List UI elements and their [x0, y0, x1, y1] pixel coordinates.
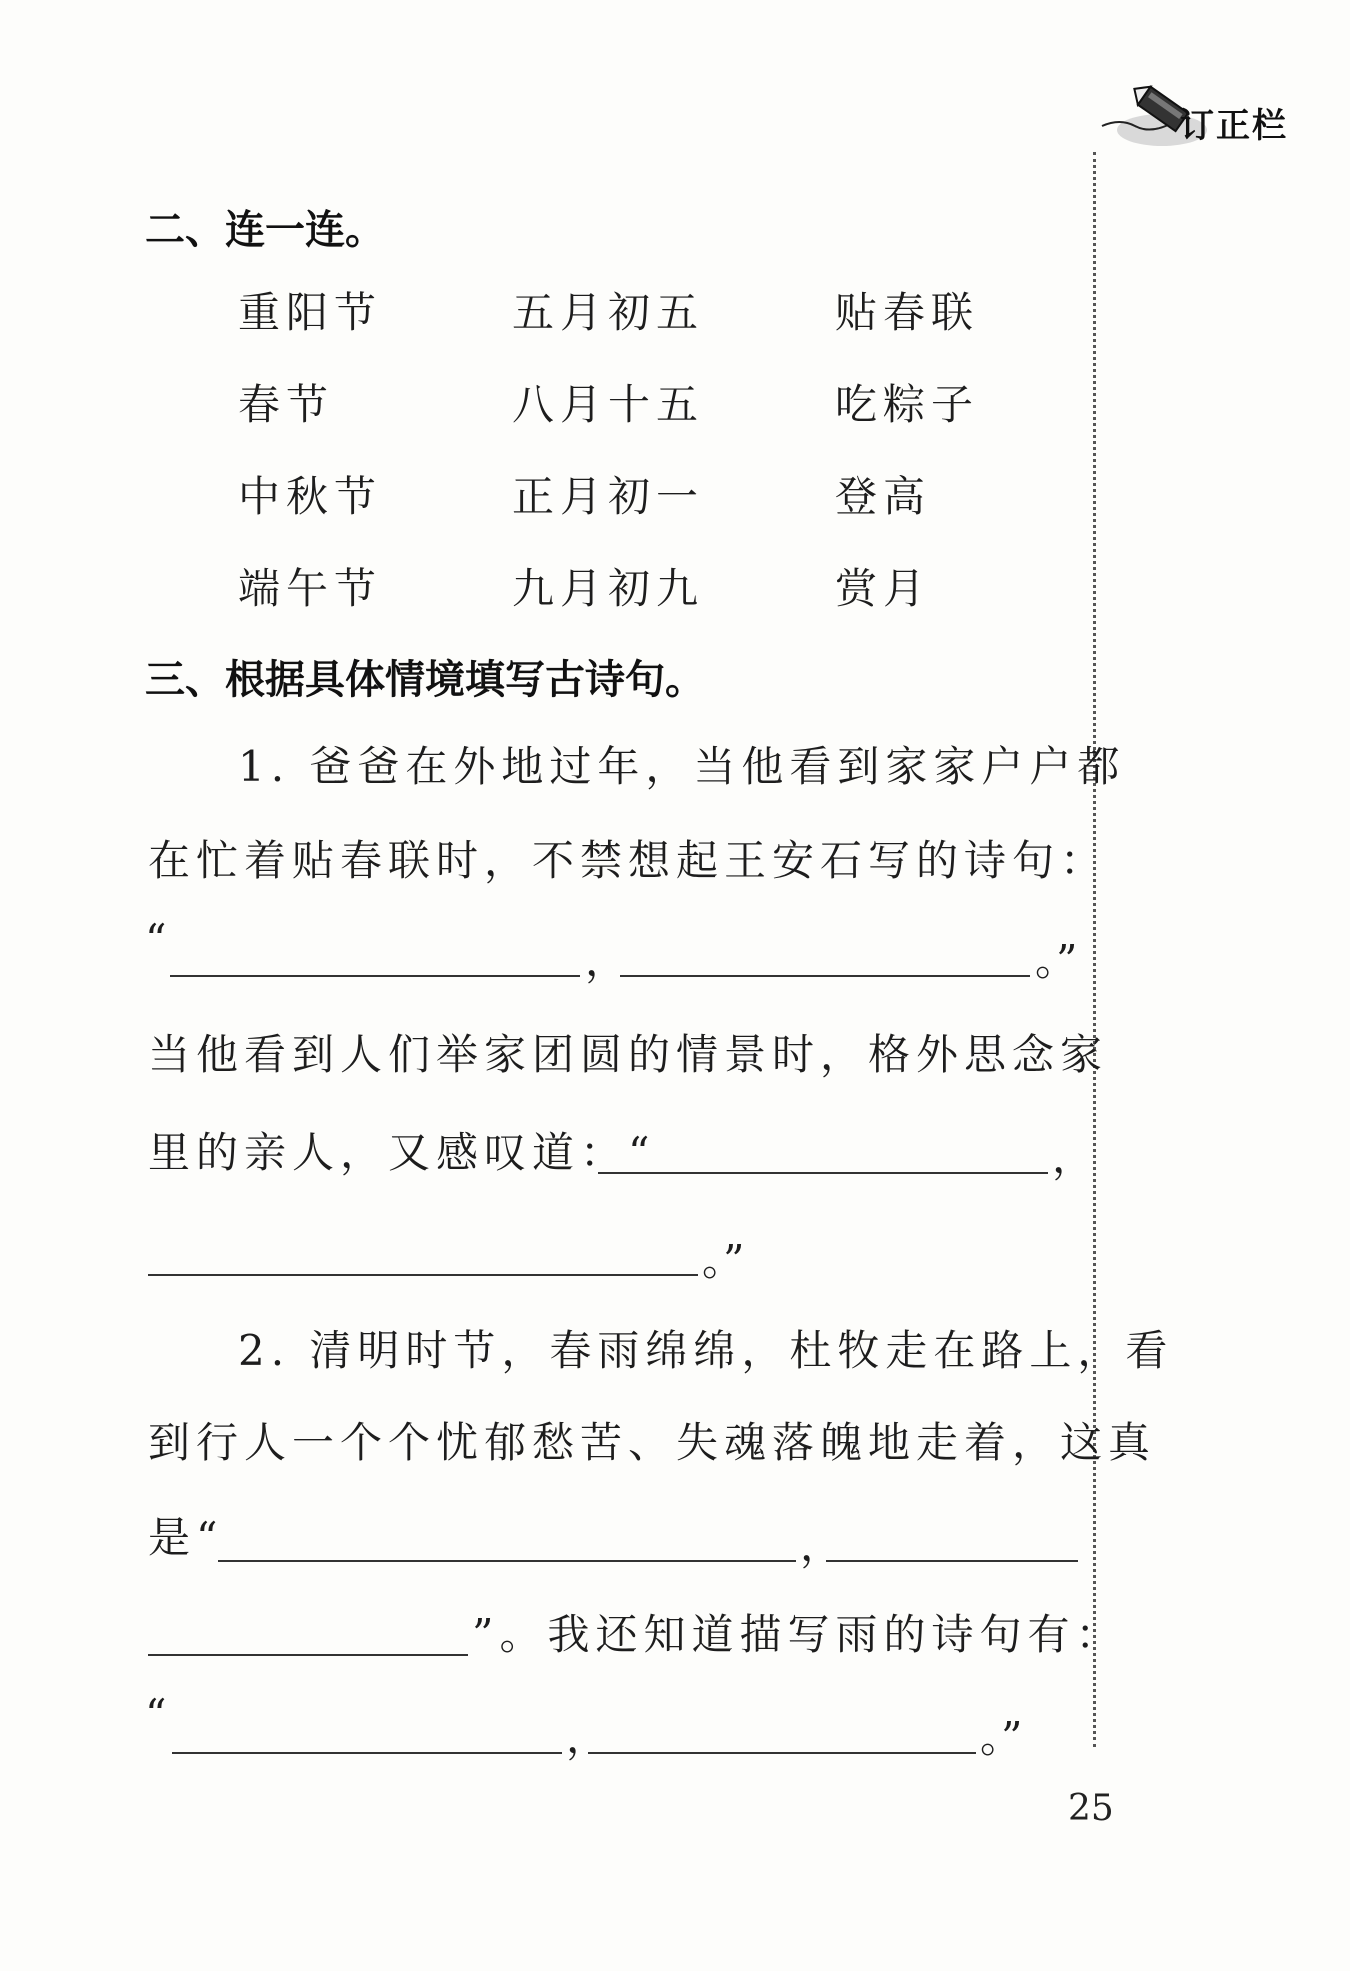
open-quote: “ [145, 1690, 167, 1739]
comma: ， [566, 1713, 609, 1762]
q2-line-3-prefix: 是“ [148, 1513, 224, 1562]
q2-line-2: 到行人一个个忧郁愁苦、失魂落魄地走着，这真 [148, 1418, 1157, 1467]
festival-item[interactable]: 春节 [238, 380, 335, 429]
festival-item[interactable]: 中秋节 [238, 472, 383, 521]
q1-line-2: 在忙着贴春联时，不禁想起王安石写的诗句： [148, 836, 1109, 885]
comma: ， [800, 1521, 843, 1570]
answer-blank[interactable] [172, 1752, 562, 1754]
period-close-quote: 。” [1035, 936, 1078, 985]
answer-blank[interactable] [826, 1560, 1078, 1562]
answer-blank[interactable] [620, 975, 1030, 977]
correction-column-divider [1093, 152, 1096, 1747]
q1-line-5: 里的亲人，又感叹道：“ [148, 1128, 656, 1177]
festival-item[interactable]: 端午节 [238, 564, 383, 613]
custom-item[interactable]: 吃粽子 [835, 380, 980, 429]
date-item[interactable]: 正月初一 [512, 472, 705, 521]
q2-line-4-suffix: ”。我还知道描写雨的诗句有： [472, 1610, 1124, 1659]
correction-column-header [1100, 78, 1330, 158]
q1-line-1: 1. 爸爸在外地过年，当他看到家家户户都 [238, 742, 1126, 791]
festival-item[interactable]: 重阳节 [238, 288, 383, 337]
answer-blank[interactable] [588, 1752, 976, 1754]
q2-line-1: 2. 清明时节，春雨绵绵，杜牧走在路上，看 [238, 1326, 1174, 1375]
date-item[interactable]: 八月十五 [512, 380, 705, 429]
period-close-quote: 。” [980, 1713, 1023, 1762]
custom-item[interactable]: 贴春联 [835, 288, 980, 337]
date-item[interactable]: 五月初五 [512, 288, 705, 337]
comma: ， [585, 936, 628, 985]
date-item[interactable]: 九月初九 [512, 564, 705, 613]
section-3-title: 三、根据具体情境填写古诗句。 [145, 657, 705, 703]
custom-item[interactable]: 登高 [835, 472, 932, 521]
comma: ， [1052, 1133, 1095, 1182]
answer-blank[interactable] [148, 1274, 698, 1276]
custom-item[interactable]: 赏月 [835, 564, 932, 613]
answer-blank[interactable] [218, 1560, 796, 1562]
q1-line-4: 当他看到人们举家团圆的情景时，格外思念家 [148, 1030, 1109, 1079]
period-close-quote: 。” [702, 1236, 745, 1285]
open-quote: “ [145, 915, 167, 964]
section-2-title: 二、连一连。 [145, 207, 385, 253]
answer-blank[interactable] [598, 1172, 1048, 1174]
answer-blank[interactable] [148, 1654, 468, 1656]
correction-column-title: 订正栏 [1180, 106, 1288, 146]
answer-blank[interactable] [170, 975, 580, 977]
page-number: 25 [1068, 1788, 1114, 1829]
